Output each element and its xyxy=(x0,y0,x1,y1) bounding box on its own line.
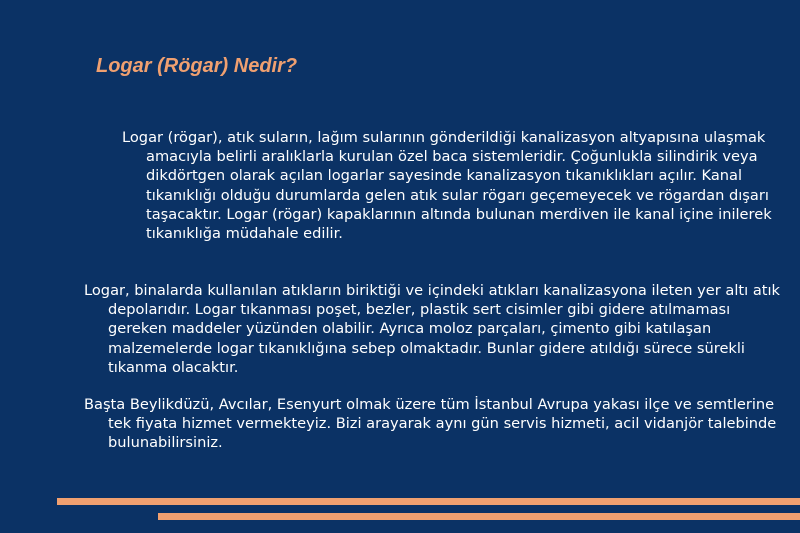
paragraph-definition: Logar (rögar), atık suların, lağım sularının gönderildiği kanalizasyon altyapısına ulaşmak amacıyla belirli aralıklarla kurulan özel baca sistemleridir. Çoğunlukla silindirik veya dikdörtgen olarak açılan logarlar sayesinde kanalizasyon tıkanıklıkları açılır. Kanal tıkanıklığı olduğu durumlarda gelen atık sular rögarı geçemeyecek ve rögardan dışarı taşacaktır. Logar (rögar) kapaklarının altında bulunan merdiven ile kanal içine inilerek tıkanıklığa müdahale edilir. xyxy=(122,129,772,243)
paragraph-causes: Logar, binalarda kullanılan atıkların biriktiği ve içindeki atıkları kanalizasyona ileten yer altı atık depolarıdır. Logar tıkanması poşet, bezler, plastik sert cisimler gibi gidere atılmaması gereken maddeler yüzünden olabilir. Ayrıca moloz parçaları, çimento gibi katılaşan malzemelerde logar tıkanıklığına sebep olmaktadır. Bunlar gidere atıldığı sürece sürekli tıkanma olacaktır. xyxy=(84,282,780,376)
paragraph-service-area: Başta Beylikdüzü, Avcılar, Esenyurt olmak üzere tüm İstanbul Avrupa yakası ilçe ve semtlerine tek fiyata hizmet vermekteyiz. Bizi arayarak aynı gün servis hizmeti, acil vidanjör talebinde bulunabilirsiniz. xyxy=(84,396,777,452)
slide-title: Logar (Rögar) Nedir? xyxy=(96,55,298,77)
decorative-bar-top xyxy=(57,498,800,505)
decorative-bar-bottom xyxy=(158,513,800,520)
